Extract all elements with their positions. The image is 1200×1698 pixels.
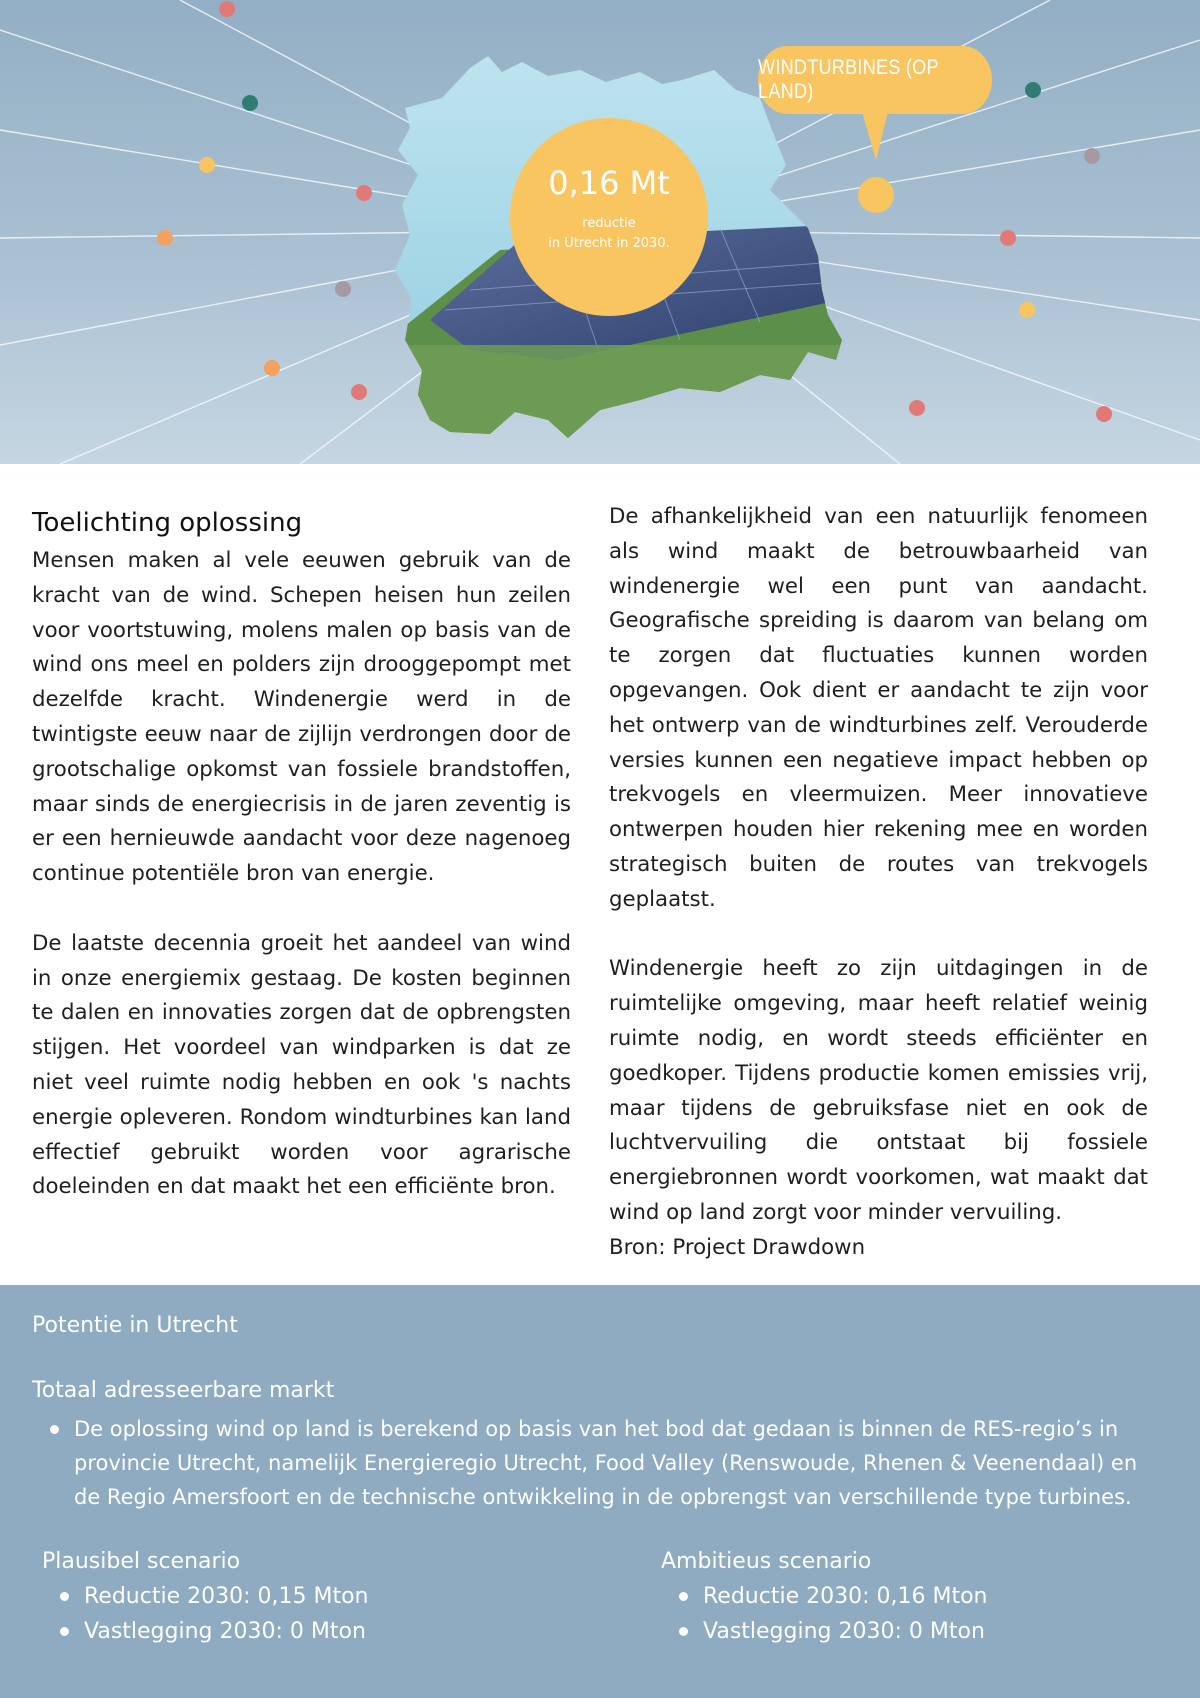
right-column: [609, 500, 1148, 1266]
plausible-capture: Vastlegging 2030: 0 Mton: [42, 1614, 562, 1649]
potential-title: Potentie in Utrecht: [32, 1313, 238, 1338]
left-paragraph-1: Mensen maken al vele eeuwen gebruik van de kracht van de wind. Schepen heisen hun zeilen voor voortstuwing, molens malen op basis van de wind ons meel en polders zijn drooggepompt met dezelfde kracht. Windenergie werd in de twintigste eeuw naar de zijlijn verdrongen door de grootschalige opkomst van fossiele brandstoffen, maar sinds de energiecrisis in de jaren zeventig is er een hernieuwde aandacht voor deze nagenoeg continue potentiële bron van energie.: [32, 548, 571, 887]
plausible-scenario: [42, 1545, 562, 1649]
ambitious-scenario: [661, 1545, 1181, 1649]
ambitious-reduction: Reductie 2030: 0,16 Mton: [661, 1579, 1181, 1614]
market-list: [32, 1412, 1152, 1514]
hero-illustration: [0, 0, 1200, 464]
ambitious-scenario-list: [661, 1579, 1181, 1649]
section-heading: Toelichting oplossing: [32, 508, 303, 538]
left-column: [32, 502, 571, 1205]
source-credit: Bron: Project Drawdown: [609, 1234, 866, 1260]
potential-section: [0, 1285, 1200, 1698]
market-item: De oplossing wind op land is berekend op basis van het bod dat gedaan is binnen de RES-regio’s in provincie Utrecht, namelijk Energieregio Utrecht, Food Valley (Renswoude, Rhenen & Veenendaal) en de Regio Amersfoort en de technische ontwikkeling in de opbrengst van verschillende type turbines.: [32, 1412, 1152, 1514]
reduction-label-line2: in Utrecht in 2030.: [548, 236, 670, 251]
left-paragraph-2: De laatste decennia groeit het aandeel van wind in onze energiemix gestaag. De kosten beginnen te dalen en innovaties zorgen dat de opbrengsten stijgen. Het voordeel van windparken is dat ze niet veel ruimte nodig hebben en ook 's nachts energie opleveren. Rondom windturbines kan land effectief gebruikt worden voor agrarische doeleinden en dat maakt het een efficiënte bron.: [32, 930, 571, 1200]
ambitious-scenario-title: Ambitieus scenario: [661, 1549, 872, 1574]
market-title: Totaal adresseerbare markt: [32, 1378, 335, 1403]
right-paragraph-2: Windenergie heeft zo zijn uitdagingen in de ruimtelijke omgeving, maar heeft relatief weinig ruimte nodig, en wordt steeds efficiënter en goedkoper. Tijdens productie komen emissies vrij, maar tijdens de gebruiksfase niet en ook de luchtvervuiling die ontstaat bij fossiele energiebronnen wordt voorkomen, wat maakt dat wind op land zorgt voor minder vervuiling.: [609, 956, 1148, 1225]
right-paragraph-1: De afhankelijkheid van een natuurlijk fenomeen als wind maakt de betrouwbaarheid van windenergie wel een punt van aandacht. Geografische spreiding is daarom van belang om te zorgen dat fluctuaties kunnen worden opgevangen. Ook dient er aandacht te zijn voor het ontwerp van de windturbines zelf. Verouderde versies kunnen een negatieve impact hebben op trekvogels en vleermuizen. Meer innovatieve ontwerpen houden hier rekening mee en worden strategisch buiten de routes van trekvogels geplaatst.: [609, 504, 1148, 912]
plausible-scenario-list: [42, 1579, 562, 1649]
callout-bubble: [758, 46, 992, 114]
ambitious-capture: Vastlegging 2030: 0 Mton: [661, 1614, 1181, 1649]
callout-label: WINDTURBINES (OP LAND): [758, 56, 939, 103]
plausible-reduction: Reductie 2030: 0,15 Mton: [42, 1579, 562, 1614]
reduction-value: 0,16 Mt: [548, 164, 670, 202]
reduction-badge: [510, 118, 708, 316]
plausible-scenario-title: Plausibel scenario: [42, 1549, 241, 1574]
reduction-label-line1: reductie: [582, 216, 636, 231]
